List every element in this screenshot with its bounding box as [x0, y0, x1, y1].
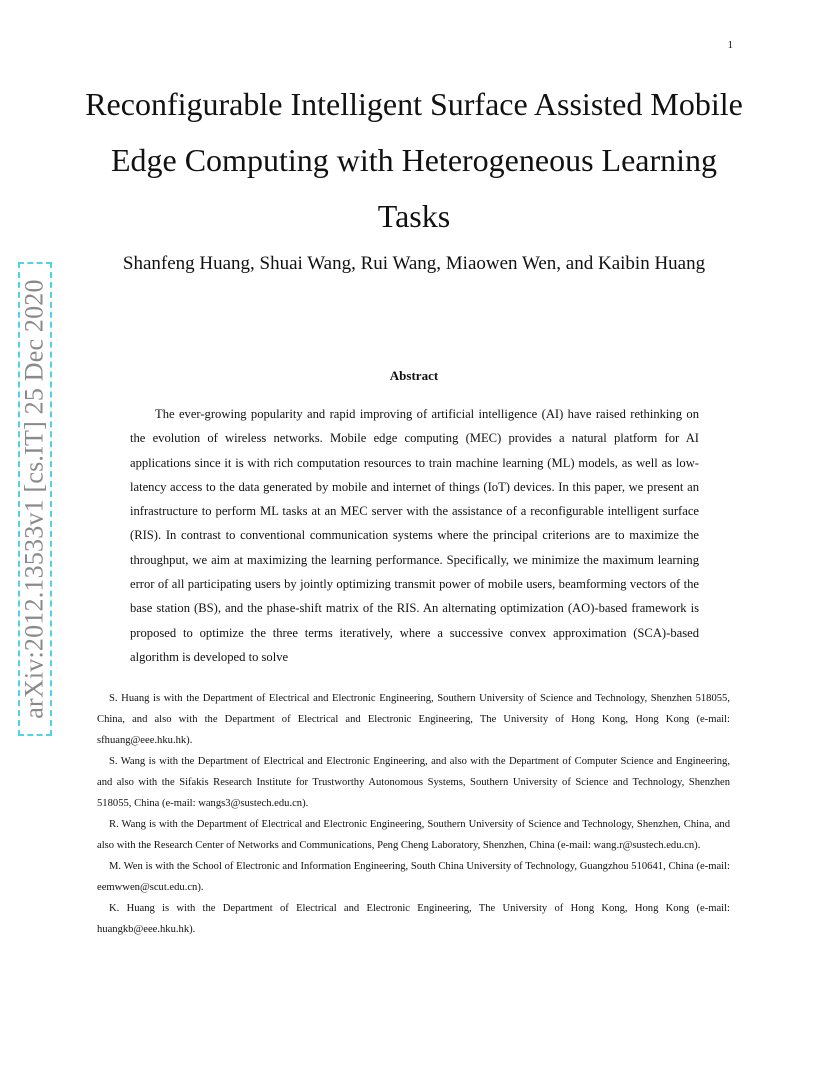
- affiliation-note: S. Huang is with the Department of Electrical and Electronic Engineering, Southern University of Science and Technology, Shenzhen 518055, China, and also with the Department of Electrical and Electronic Engineering, The University of Hong Kong, Hong Kong (e-mail: sfhuang@eee.hku.hk).: [97, 693, 730, 746]
- author-list: Shanfeng Huang, Shuai Wang, Rui Wang, Miaowen Wen, and Kaibin Huang: [122, 253, 706, 274]
- affiliation-note: R. Wang is with the Department of Electrical and Electronic Engineering, Southern University of Science and Technology, Shenzhen, China, and also with the Research Center of Networks and Communications, Peng Cheng Laboratory, Shenzhen, China (e-mail: wang.r@sustech.edu.cn).: [97, 819, 730, 851]
- abstract-body: The ever-growing popularity and rapid improving of artificial intelligence (AI) have raised rethinking on the evolution of wireless networks. Mobile edge computing (MEC) provides a natural platform for AI applications since it is with rich computation resources to train machine learning (ML) models, as well as low-latency access to the data generated by mobile and internet of things (IoT) devices. In this paper, we present an infrastructure to perform ML tasks at an MEC server with the assistance of a reconfigurable intelligent surface (RIS). In contrast to conventional communication systems where the principal criterions are to maximize the throughput, we aim at maximizing the learning performance. Specifically, we minimize the maximum learning error of all participating users by jointly optimizing transmit power of mobile users, beamforming vectors of the base station (BS), and the phase-shift matrix of the RIS. An alternating optimization (AO)-based framework is proposed to optimize the three terms iteratively, where a successive convex approximation (SCA)-based algorithm is developed to solve: [130, 407, 699, 664]
- affiliation-note: K. Huang is with the Department of Electrical and Electronic Engineering, The University of Hong Kong, Hong Kong (e-mail: huangkb@eee.hku.hk).: [97, 903, 730, 935]
- abstract-heading: Abstract: [389, 368, 439, 383]
- affiliation-note: M. Wen is with the School of Electronic and Information Engineering, South China University of Technology, Guangzhou 510641, China (e-mail: eemwwen@scut.edu.cn).: [97, 861, 730, 893]
- arxiv-stamp: [18, 262, 52, 736]
- page-number: 1: [727, 39, 733, 51]
- affiliation-footnotes: [97, 688, 730, 940]
- arxiv-identifier: arXiv:2012.13533v1 [cs.IT] 25 Dec 2020: [20, 279, 49, 719]
- paper-title: Reconfigurable Intelligent Surface Assisted Mobile Edge Computing with Heterogeneous Learning Tasks: [85, 86, 743, 234]
- affiliation-note: S. Wang is with the Department of Electrical and Electronic Engineering, and also with the Department of Computer Science and Engineering, and also with the Sifakis Research Institute for Trustworthy Autonomous Systems, Southern University of Science and Technology, Shenzhen 518055, China (e-mail: wangs3@sustech.edu.cn).: [97, 756, 730, 809]
